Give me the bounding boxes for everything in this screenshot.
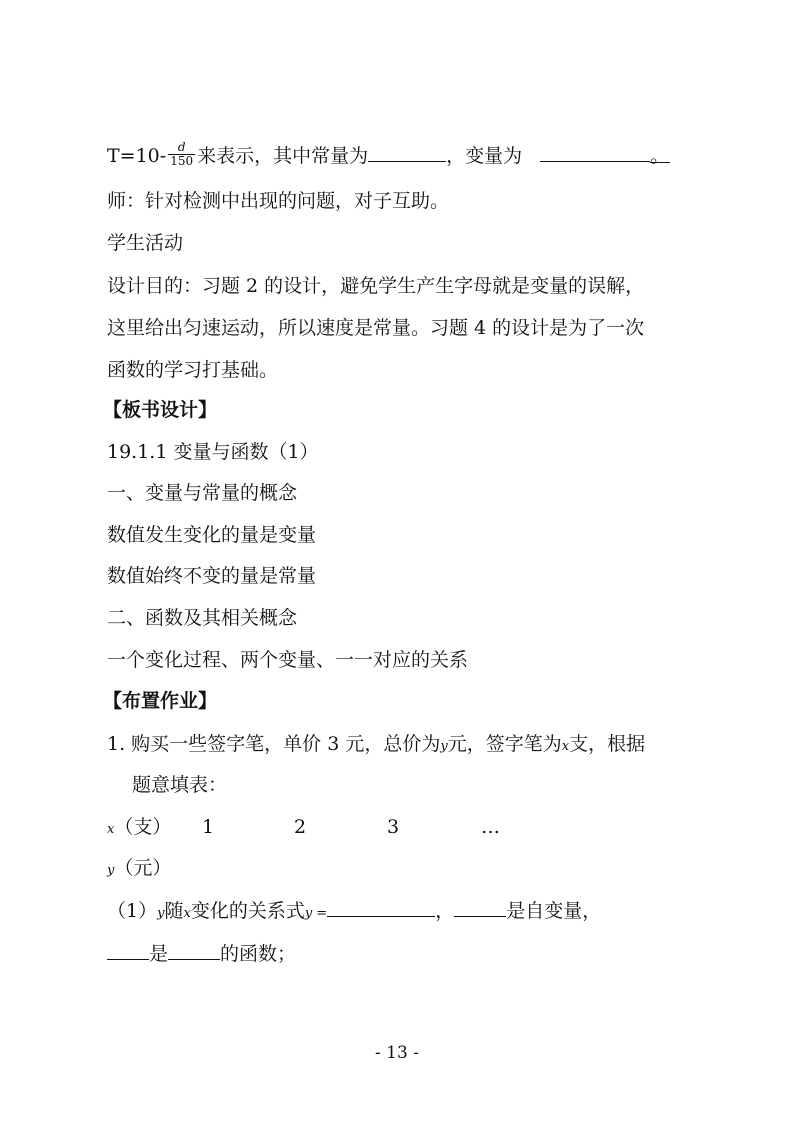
formula-line [107,139,670,171]
relation-blank[interactable] [327,898,435,917]
sub-question-1-text-b: 随 [164,900,184,922]
table-cell: … [481,816,500,838]
function-of-blank[interactable] [168,941,220,960]
variable-definition: 数值发生变化的量是变量 [107,524,317,546]
formula-text2: ，变量为 [446,145,523,167]
question-1-text-b: 元，签字笔为 [447,733,562,755]
sub-question-1-text-c: 变化的关系式 [190,900,305,922]
unit-pieces: （支） [114,816,172,838]
var-x: x [183,906,191,921]
question-1-continued: 题意填表： [132,774,228,796]
summary-line: 一个变化过程、两个变量、一一对应的关系 [107,649,469,671]
var-y: y [157,906,165,921]
sub-question-1-text-e: 是自变量， [506,900,602,922]
table-row-y-label [107,856,171,883]
question-1-text-a: 1. 购买一些签字笔，单价 3 元，总价为 [107,733,441,755]
table-cell: 2 [294,816,307,838]
fraction [168,141,195,168]
homework-heading: 【布置作业】 [103,690,218,712]
table-row-x-label [107,815,171,842]
dependent-var-blank[interactable] [107,941,149,960]
fraction-numerator: d [168,141,195,155]
formula-prefix: T=10- [107,145,167,167]
constant-definition: 数值始终不变的量是常量 [107,565,317,587]
fraction-denominator: 150 [170,153,194,168]
sub-question-1-number: （1） [107,900,158,922]
var-x: x [107,822,115,837]
formula-end: 。 [650,145,670,167]
design-line-2: 这里给出匀速运动，所以速度是常量。习题 4 的设计是为了一次 [107,317,645,339]
concept-heading-2: 二、函数及其相关概念 [107,607,298,629]
table-cell: 3 [387,816,400,838]
comma: ， [435,900,455,922]
constant-blank[interactable] [368,143,446,162]
board-heading: 【板书设计】 [103,399,218,421]
design-line-3: 函数的学习打基础。 [107,359,279,381]
independent-var-blank[interactable] [454,898,506,917]
table-cell: 1 [202,816,215,838]
unit-yuan: （元） [114,857,172,879]
activity-line: 学生活动 [107,232,184,254]
variable-blank[interactable] [540,143,650,162]
sub-question-1-continued [107,941,296,966]
var-y: y [107,863,115,878]
teacher-line: 师：针对检测中出现的问题，对子互助。 [107,190,450,212]
board-title: 19.1.1 变量与函数（1） [107,441,319,463]
page-number: - 13 - [375,1043,419,1063]
concept-heading-1: 一、变量与常量的概念 [107,482,298,504]
sub-question-1 [107,898,601,926]
text-is: 是 [149,943,169,965]
var-y: y [440,739,448,754]
text-function-of: 的函数； [220,943,297,965]
var-x: x [561,739,570,754]
question-1-text-c: 支，根据 [569,733,646,755]
question-1 [107,732,645,759]
design-line-1: 设计目的：习题 2 的设计，避免学生产生字母就是变量的误解， [107,275,645,297]
equation-y: y = [304,906,328,921]
formula-text1: 来表示，其中常量为 [197,145,369,167]
